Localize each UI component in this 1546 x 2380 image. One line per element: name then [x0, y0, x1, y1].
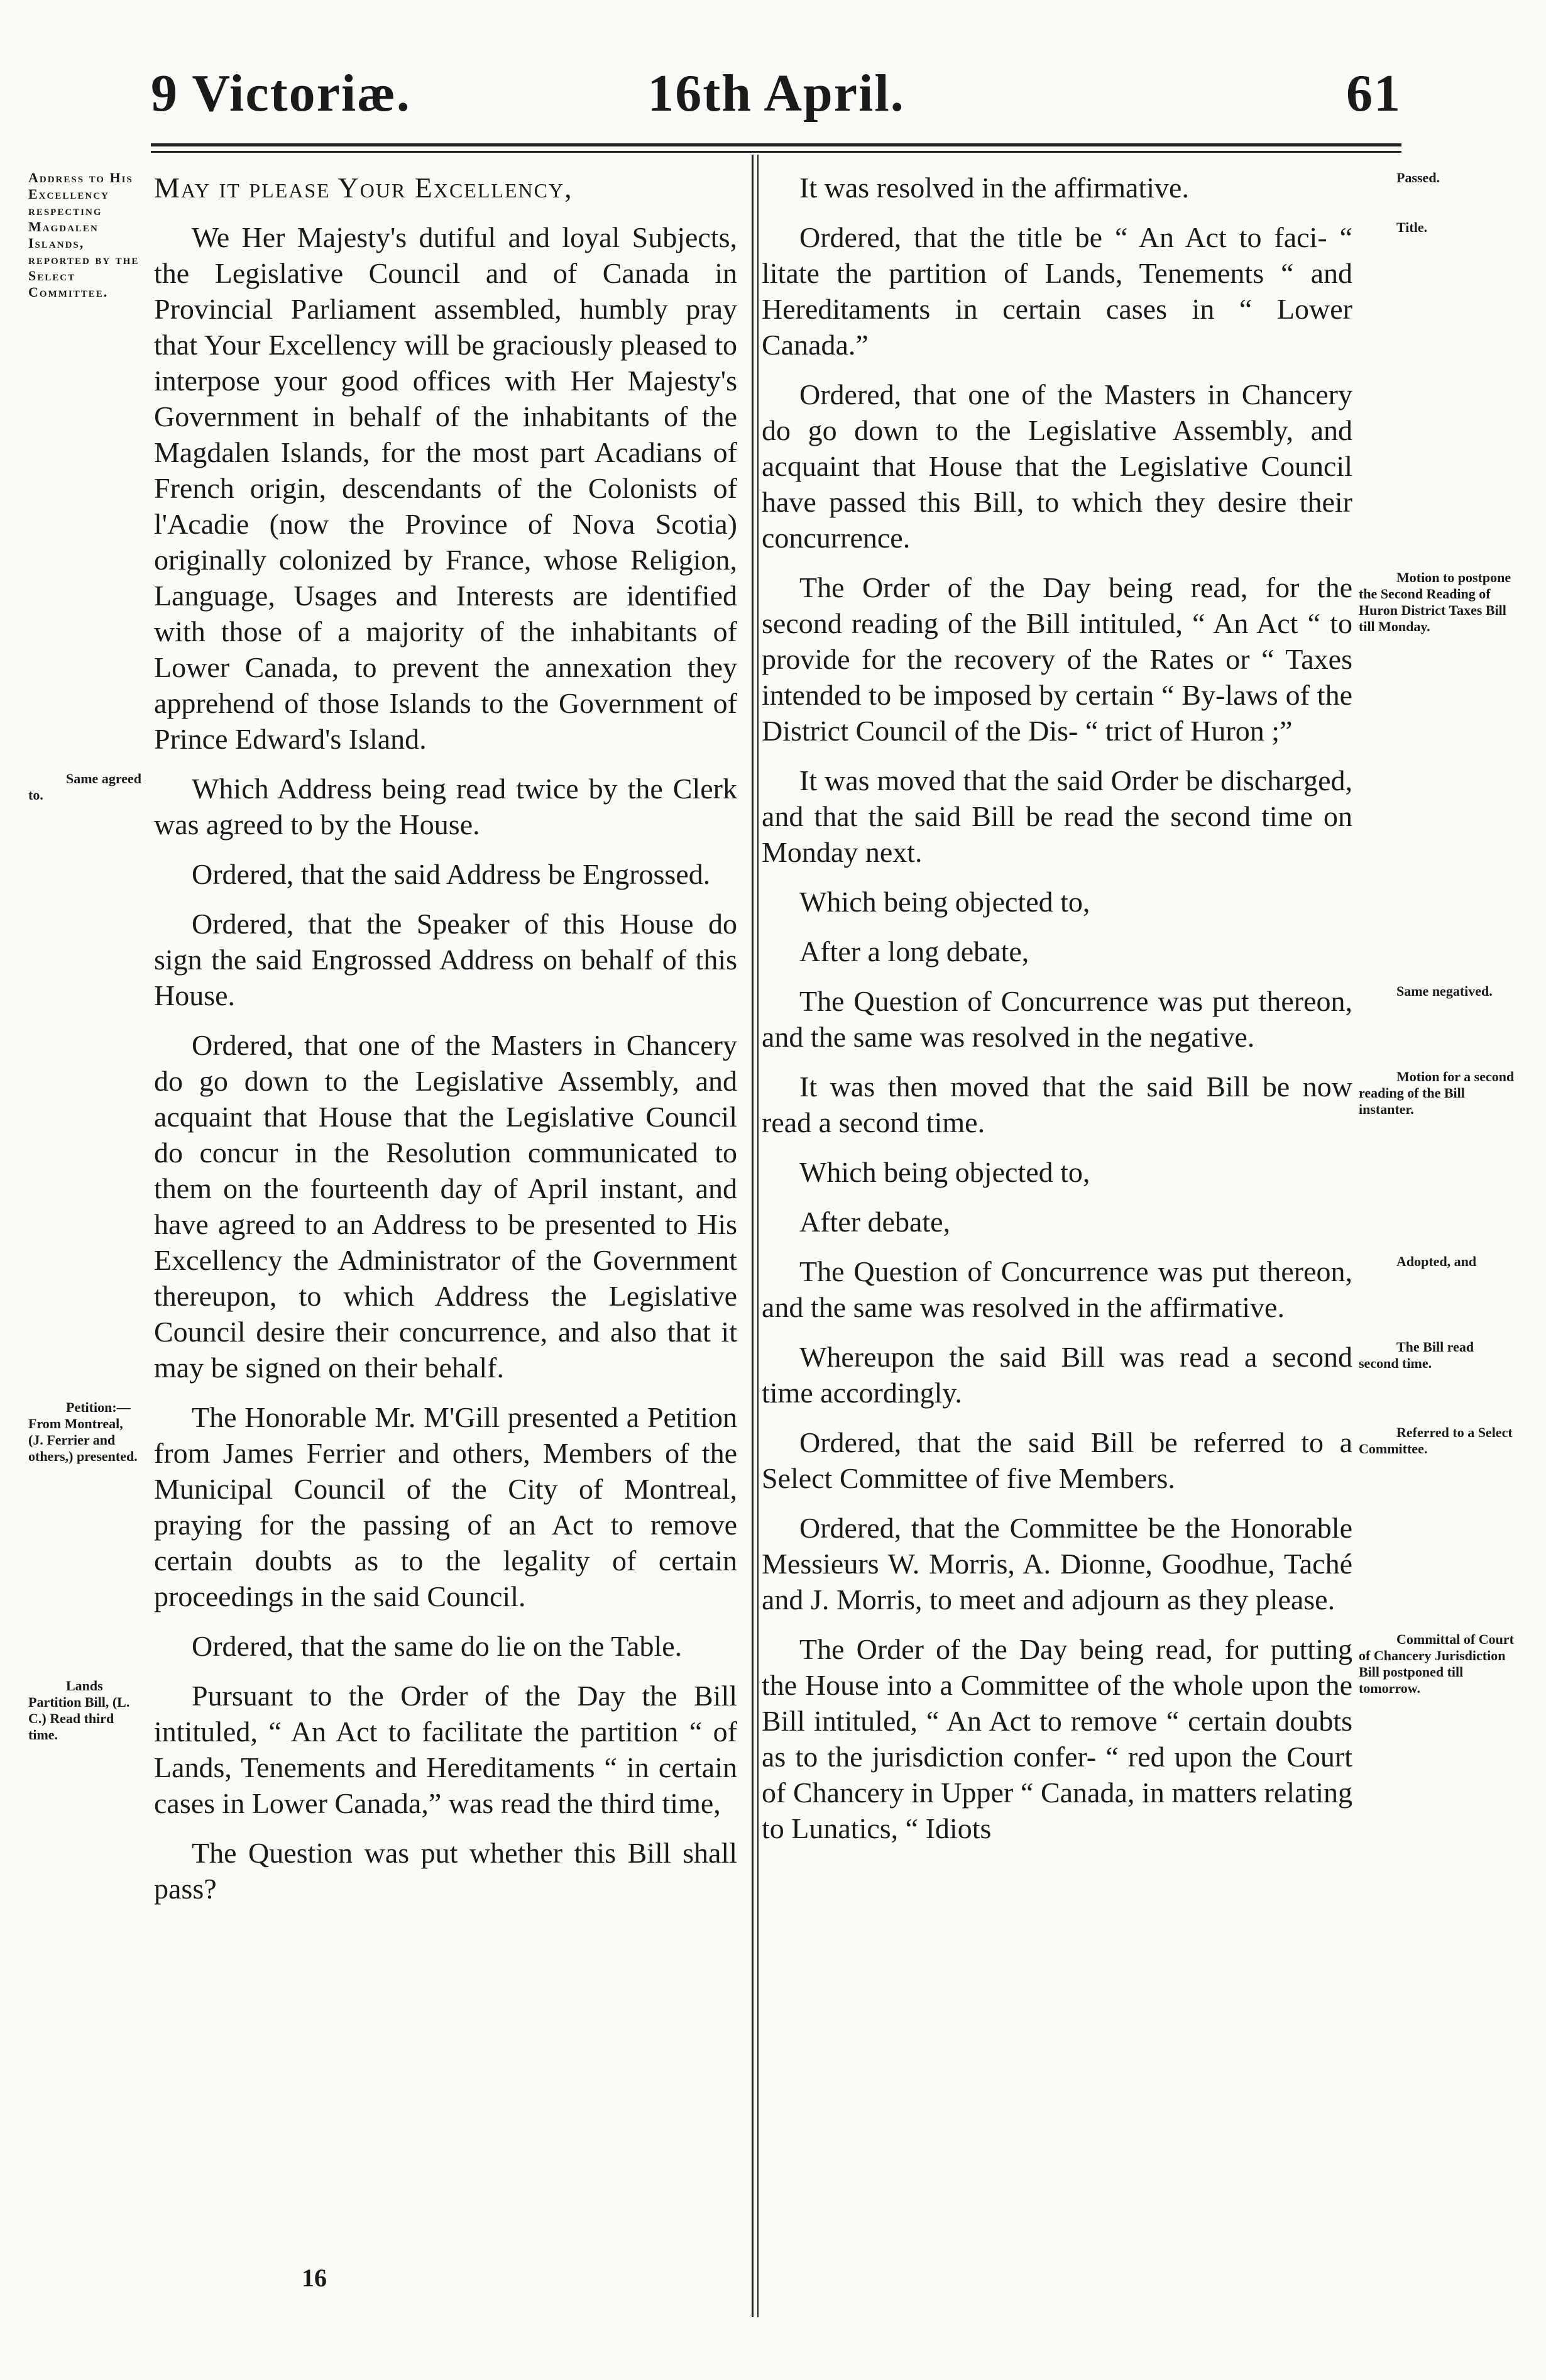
header-rule — [151, 143, 1401, 146]
paragraph — [28, 1678, 737, 1821]
paragraph-text: Ordered, that the said Bill be referred to a Select Committee of five Members. — [762, 1426, 1352, 1494]
column-divider-thin — [757, 155, 759, 2317]
paragraph-text: Which being objected to, — [799, 1156, 1090, 1188]
paragraph-text: May it please Your Excellency, — [154, 172, 573, 204]
column-divider — [752, 155, 754, 2317]
page-number: 61 — [1346, 64, 1401, 123]
paragraph — [762, 219, 1428, 363]
paragraph-text: After a long debate, — [799, 935, 1029, 967]
page-header — [151, 63, 1401, 138]
margin-note: Address to His Excellency respecting Magdalen Islands, reported by the Select Committee. — [28, 170, 140, 300]
paragraph — [154, 906, 737, 1013]
margin-note: Referred to a Select Committee. — [1359, 1424, 1513, 1457]
header-date: 16th April. — [647, 64, 905, 123]
right-column — [762, 170, 1515, 1860]
paragraph — [762, 934, 1352, 969]
paragraph — [154, 219, 737, 757]
paragraph — [762, 170, 1440, 206]
margin-note: Committal of Court of Chancery Jurisdiction Bill postponed till tomorrow. — [1359, 1631, 1514, 1696]
paragraph-text: Ordered, that one of the Masters in Chancery do go down to the Legislative Assembly, and acquaint that House that the Legislative Council have passed this Bill, to which they desire their concurrence. — [762, 378, 1352, 554]
margin-note: Petition:— From Montreal, (J. Ferrier and others,) presented. — [28, 1399, 138, 1464]
paragraph-text: Ordered, that the same do lie on the Table. — [192, 1630, 683, 1662]
paragraph-text: The Question was put whether this Bill shall pass? — [154, 1837, 737, 1905]
margin-note: Lands Partition Bill, (L. C.) Read third time. — [28, 1678, 130, 1743]
paragraph — [28, 771, 737, 842]
margin-note: Adopted, and — [1396, 1253, 1477, 1269]
margin-note: Motion for a second reading of the Bill instanter. — [1359, 1069, 1515, 1117]
paragraph — [762, 1069, 1515, 1140]
paragraph-text: The Question of Concurrence was put thereon, and the same was resolved in the negative. — [762, 985, 1352, 1053]
margin-note: Passed. — [1396, 170, 1440, 185]
paragraph-text: It was resolved in the affirmative. — [799, 172, 1189, 204]
signature-mark: 16 — [302, 2264, 327, 2292]
margin-note: The Bill read second time. — [1359, 1339, 1474, 1371]
paragraph-text: The Question of Concurrence was put thereon, and the same was resolved in the affirmative. — [762, 1255, 1352, 1323]
paragraph-text: We Her Majesty's dutiful and loyal Subjects, the Legislative Council and of Canada in Provincial Parliament assembled, humbly pray that Your Excellency will be graciously pleased to interpose your good offices with Her Majesty's Government in behalf of the inhabitants of the Magdalen Islands, for the most part Acadians of French origin, descendants of the Colonists of l'Acadie (now the Province of Nova Scotia) originally colonized by France, whose Religion, Language, Usages and Interests are identified with those of a majority of the inhabitants of Lower Canada, to prevent the annexation they apprehend of those Islands to the Government of Prince Edward's Island. — [154, 221, 737, 755]
margin-note: Same agreed to. — [28, 771, 141, 803]
paragraph-text: Ordered, that the said Address be Engrossed. — [192, 858, 711, 890]
paragraph — [154, 1835, 737, 1907]
left-column — [28, 170, 737, 1920]
paragraph — [28, 1399, 737, 1614]
paragraph — [762, 1339, 1474, 1411]
margin-note: Motion to postpone the Second Reading of Huron District Taxes Bill till Monday. — [1359, 570, 1511, 634]
paragraph-text: Ordered, that one of the Masters in Chancery do go down to the Legislative Assembly, and acquaint that House that the Legislative Council do concur in the Resolution communicated to them on the fourteenth day of April instant, and have agreed to an Address to be presented to His Excellency the Administrator of the Government thereupon, to which Address the Legislative Council desire their concurrence, and also that it may be signed on their behalf. — [154, 1029, 737, 1384]
header-rule-thin — [151, 151, 1401, 153]
paragraph — [762, 377, 1352, 556]
paragraph-text: Ordered, that the Speaker of this House do sign the said Engrossed Address on behalf of this House. — [154, 908, 737, 1011]
paragraph-text: Ordered, that the Committee be the Honorable Messieurs W. Morris, A. Dionne, Goodhue, Taché and J. Morris, to meet and adjourn as they please. — [762, 1512, 1352, 1616]
paragraph — [762, 884, 1352, 920]
paragraph-text: The Order of the Day being read, for putting the House into a Committee of the whole upon the Bill intituled, “ An Act to remove “ certain doubts as to the jurisdiction confer- “ red upon the Court of Chancery in Upper “ Canada, in matters relating to Lunatics, “ Idiots — [762, 1633, 1352, 1844]
paragraph — [762, 1253, 1477, 1325]
paragraph — [762, 1204, 1352, 1240]
paragraph-text: The Order of the Day being read, for the second reading of the Bill intituled, “ An Act “ to provide for the recovery of the Rates or “ Taxes intended to be imposed by certain “ By-laws of the District Council of the Dis- “ trict of Huron ;” — [762, 571, 1352, 747]
paragraph — [762, 1510, 1352, 1617]
margin-note: Same negatived. — [1396, 983, 1493, 999]
paragraph-text: Which being objected to, — [799, 886, 1090, 918]
paragraph — [154, 1027, 737, 1386]
paragraph-text: It was moved that the said Order be discharged, and that the said Bill be read the second time on Monday next. — [762, 764, 1352, 868]
paragraph — [762, 1631, 1514, 1846]
paragraph-text: Which Address being read twice by the Clerk was agreed to by the House. — [154, 773, 737, 840]
paragraph-text: Whereupon the said Bill was read a second time accordingly. — [762, 1341, 1352, 1409]
paragraph — [28, 170, 737, 300]
paragraph-text: Ordered, that the title be “ An Act to faci- “ litate the partition of Lands, Tenements “ and Hereditaments in certain cases in “ Lower Canada.” — [762, 221, 1352, 361]
paragraph-text: Pursuant to the Order of the Day the Bill intituled, “ An Act to facilitate the partition “ of Lands, Tenements and Hereditaments “ in certain cases in Lower Canada,” was read the third time, — [154, 1680, 737, 1819]
paragraph — [762, 983, 1493, 1055]
paragraph — [154, 856, 737, 892]
paragraph-text: After debate, — [799, 1206, 951, 1238]
paragraph — [762, 1154, 1352, 1190]
paragraph-text: It was then moved that the said Bill be now read a second time. — [762, 1071, 1352, 1138]
paragraph-text: The Honorable Mr. M'Gill presented a Petition from James Ferrier and others, Members of the Municipal Council of the City of Montreal, praying for the passing of an Act to remove certain doubts as to the legality of certain proceedings in the said Council. — [154, 1401, 737, 1612]
paragraph — [762, 1424, 1513, 1496]
paragraph — [154, 1628, 737, 1664]
margin-note: Title. — [1396, 219, 1428, 235]
header-session: 9 Victoriæ. — [151, 64, 411, 123]
paragraph — [762, 763, 1352, 870]
paragraph — [762, 570, 1511, 749]
